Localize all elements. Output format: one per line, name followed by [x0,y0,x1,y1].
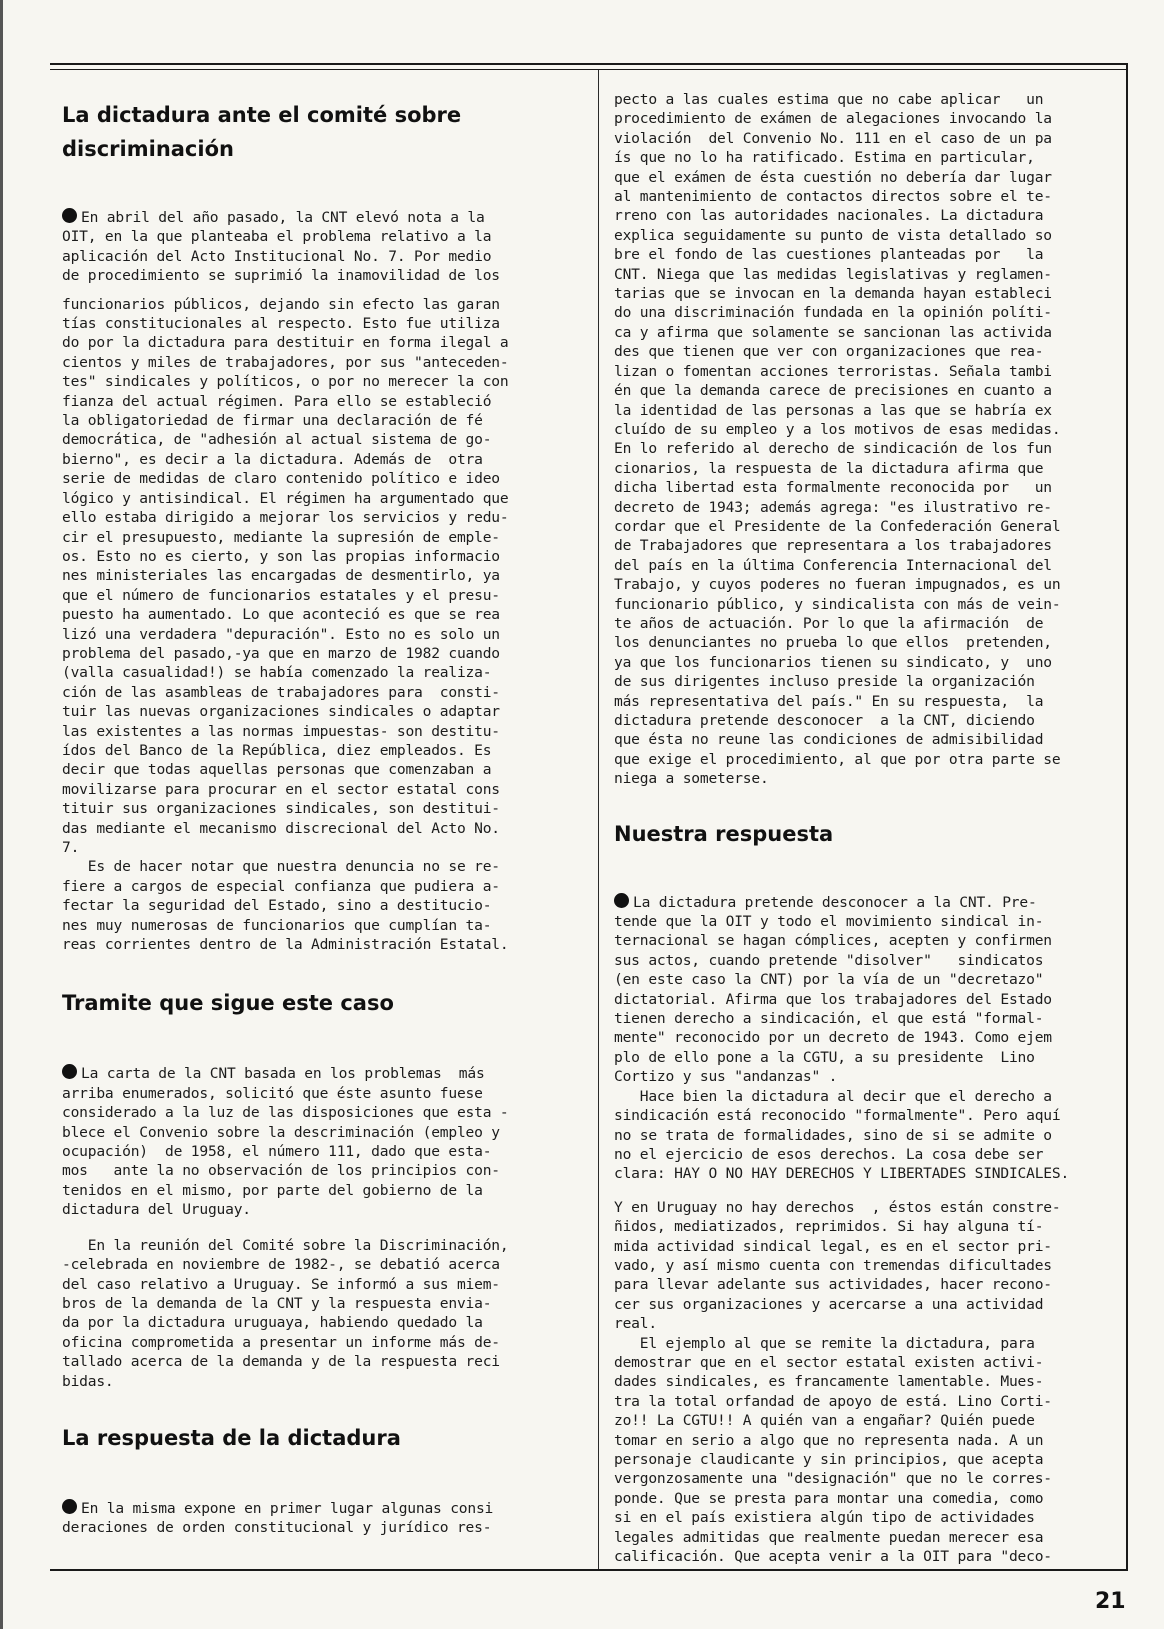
right-rule [1126,63,1128,1570]
right-column [614,90,1114,1566]
bullet-icon [62,208,77,223]
bottom-rule [50,1569,1128,1571]
paragraph-uruguay-derechos: Y en Uruguay no hay derechos , éstos están constre- ñidos, mediatizados, reprimidos. Si hay alguna tí- mida actividad sindical legal, es en el sector pri- vado, y así mismo cuenta con tremendas dificultades para llevar adelante sus actividades, hacer recono- cer sus organizaciones y acercarse a una actividad real. El ejemplo al que se remite la dictadura, para demostrar que en el sector estatal existen activi- dades sindicales, es francamente lamentable. Mues- tra la total orfandad de apoyo de está. Lino Corti- zo!! La CGTU!! A quién van a engañar? Quién puede tomar en serio a algo que no representa nada. A un personaje claudicante y sin principios, que acepta vergonzosamente una "designación" que no le corres- ponde. Que se presta para montar una comedia, como si en el país existiera algún tipo de actividades legales admitidas que realmente puedan merecer esa calificación. Que acepta venir a la OIT para "deco- [614,1198,1061,1566]
paragraph-misma-expone: En la misma expone en primer lugar algunas consi deraciones de orden constitucional y jurídico res- [62,1499,494,1537]
top-rule [50,63,1128,65]
heading-nuestra-respuesta: Nuestra respuesta [614,821,834,846]
column-divider [598,70,599,1569]
paragraph-abril-cnt: En abril del año pasado, la CNT elevó nota a la OIT, en la que planteaba el problema relativo a la aplicación del Acto Institucional No. 7. Por medio de procedimiento se suprimió la inamovilidad de los [62,209,500,285]
heading-comite-discriminacion: La dictadura ante el comité sobre discriminación [62,103,462,161]
paragraph-funcionarios-publicos: funcionarios públicos, dejando sin efecto las garan tías constitucionales al respecto. Esto fue utiliza do por la dictadura para destituir en forma ilegal a cientos y miles de trabajadores, por sus "anteceden- tes" sindicales y políticos, o por no merecer la con fianza del actual régimen. Para ello se estableció la obligatoriedad de firmar una declaración de fé democrática, de "adhesión al actual sistema de go- bierno", es decir a la dictadura. Además de otra serie de medidas de claro contenido político e ideo lógico y antisindical. El régimen ha argumentado que ello estaba dirigido a mejorar los servicios y redu- cir el presupuesto, mediante la supresión de emple- os. Esto no es cierto, y son las propias informacio nes ministeriales las encargadas de desmentirlo, ya que el número de funcionarios estatales y el presu- puesto ha aumentado. Lo que aconteció es que se rea lizó una verdadera "depuración". Esto no es solo un problema del pasado,-ya que en marzo de 1982 cuando (valla casualidad!) se había comenzado la realiza- ción de las asambleas de trabajadores para consti- tuir las nuevas organizaciones sindicales o adaptar las existentes a las normas impuestas- son destitu- ídos del Banco de la República, diez empleados. Es decir que todas aquellas personas que comenzaban a movilizarse para procurar en el sector estatal cons tituir sus organizaciones sindicales, son destitui- das mediante el mecanismo discrecional del Acto No. 7. Es de hacer notar que nuestra denuncia no se re- fiere a cargos de especial confianza que pudiera a- fectar la seguridad del Estado, sino a destitucio- nes muy numerosas de funcionarios que cumplían ta- reas corrientes dentro de la Administración Estatal. [62,295,509,954]
heading-respuesta-dictadura: La respuesta de la dictadura [62,1425,401,1450]
page-edge [0,0,3,1629]
bullet-icon [62,1499,77,1514]
left-column [62,88,584,1538]
bullet-icon [614,893,629,908]
heading-tramite: Tramite que sigue este caso [62,991,394,1016]
paragraph-desconocer-cnt: La dictadura pretende desconocer a la CNT. Pre- tende que la OIT y todo el movimiento sindical in- ternacional se hagan cómplices, acepten y confirmen sus actos, cuando pretende "disolver" sindicatos (en este caso la CNT) por la vía de un "decretazo" dictatorial. Afirma que los trabajadores del Estado tienen derecho a sindicación, el que está "formal- mente" reconocido por un decreto de 1943. Como ejem plo de ello pone a la CGTU, a su presidente Lino Cortizo y sus "andanzas" . Hace bien la dictadura al decir que el derecho a sindicación está reconocido "formalmente". Pero aquí no se trata de formalidades, sino de si se admite o no el ejercicio de esos derechos. La cosa debe ser clara: HAY O NO HAY DERECHOS Y LIBERTADES SINDICALES. [614,893,1070,1183]
bullet-icon [62,1064,77,1079]
paragraph-reunion-comite: En la reunión del Comité sobre la Discriminación, -celebrada en noviembre de 1982-, se debatió acerca del caso relativo a Uruguay. Se informó a sus miem- bros de la demanda de la CNT y la respuesta envia- da por la dictadura uruguaya, habiendo quedado la oficina comprometida a presentar un informe más de- tallado acerca de la demanda y de la respuesta reci bidas. [62,1236,509,1390]
paragraph-respecto-cuales: pecto a las cuales estima que no cabe aplicar un procedimiento de exámen de alegaciones invocando la violación del Convenio No. 111 en el caso de un pa ís que no lo ha ratificado. Estima en particular, que el exámen de ésta cuestión no debería dar lugar al mantenimiento de contactos directos sobre el te- rreno con las autoridades nacionales. La dictadura explica seguidamente su punto de vista detallado so bre el fondo de las cuestiones planteadas por la CNT. Niega que las medidas legislativas y reglamen- tarias que se invocan en la demanda hayan estableci do una discriminación fundada en la opinión políti- ca y afirma que solamente se sancionan las activida des que tienen que ver con organizaciones que rea- lizan o fomentan acciones terroristas. Señala tambi én que la demanda carece de precisiones en cuanto a la identidad de las personas a las que se habría ex cluído de su empleo y a los motivos de esas medidas. En lo referido al derecho de sindicación de los fun cionarios, la respuesta de la dictadura afirma que dicha libertad esta formalmente reconocida por un decreto de 1943; además agrega: "es ilustrativo re- cordar que el Presidente de la Confederación General de Trabajadores que representara a los trabajadores del país en la última Conferencia Internacional del Trabajo, y cuyos poderes no fueran impugnados, es un funcionario público, y sindicalista con más de vein- te años de actuación. Por lo que la afirmación de los denunciantes no prueba lo que ellos pretenden, ya que los funcionarios tienen su sindicato, y uno de sus dirigentes incluso preside la organización más representativa del país." En su respuesta, la dictadura pretende desconocer a la CNT, diciendo que ésta no reune las condiciones de admisibilidad que exige el procedimiento, al que por otra parte se niega a someterse. [614,91,1061,788]
paragraph-carta-cnt: La carta de la CNT basada en los problemas más arriba enumerados, solicitó que éste asunto fuese considerado a la luz de las disposiciones que esta - blece el Convenio sobre la descriminación (empleo y ocupación) de 1958, el número 111, dado que esta- mos ante la no observación de los principios con- tenidos en el mismo, por parte del gobierno de la dictadura del Uruguay. [62,1065,509,1219]
top-rule-thin [50,69,1128,70]
page-number: 21 [1095,1589,1126,1614]
